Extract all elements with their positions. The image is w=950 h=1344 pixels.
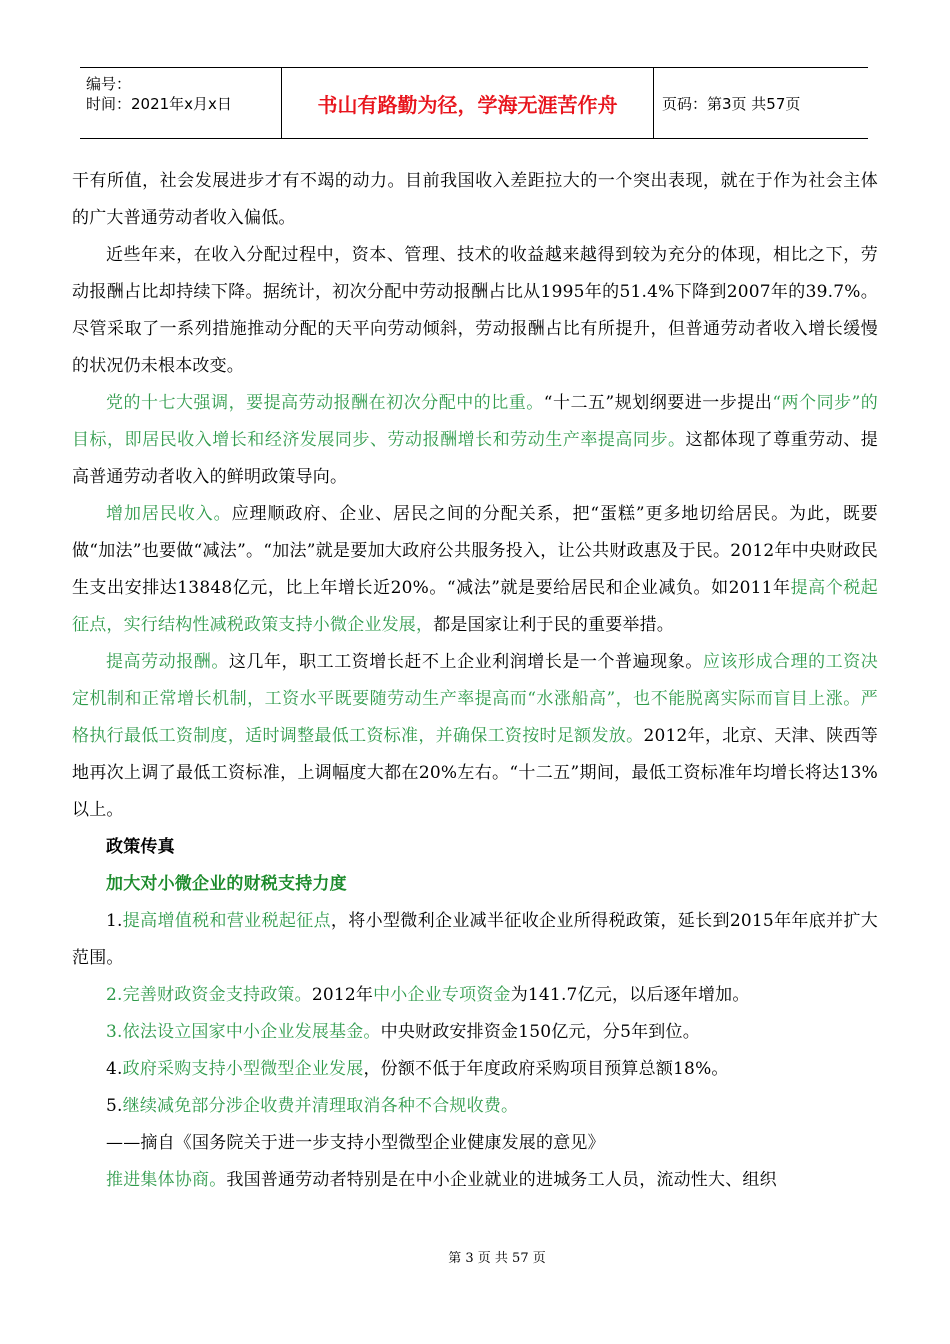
policy-source: ——摘自《国务院关于进一步支持小型微型企业健康发展的意见》 <box>106 1133 605 1153</box>
highlighted-text: 2.完善财政资金支持政策。 <box>106 985 312 1005</box>
policy-title: 政策传真 <box>106 837 175 857</box>
policy-item <box>72 977 878 1014</box>
page-header <box>80 67 868 139</box>
policy-item <box>72 1088 878 1125</box>
body-text: ，将小型微利企业减半征收企业所得税政策，延长到2015年年底并扩大范围。 <box>72 911 878 968</box>
header-meta <box>80 68 282 138</box>
paragraph-list <box>72 163 878 829</box>
highlighted-text: 继续减免部分涉企收费并清理取消各种不合规收费。 <box>122 1096 519 1116</box>
body-text: 2012年，北京、天津、陕西等地再次上调了最低工资标准，上调幅度大都在20%左右。“十二五”期间，最低工资标准年均增长将达13%以上。 <box>72 726 878 820</box>
highlighted-text: 中小企业专项资金 <box>373 985 511 1005</box>
body-text: 都是国家让利于民的重要举措。 <box>433 615 675 635</box>
highlighted-text: 提高劳动报酬。 <box>106 652 229 672</box>
highlighted-text: 提高个税起征点，实行结构性减税政策支持小微企业发展， <box>72 578 879 635</box>
body-paragraph <box>72 237 878 385</box>
highlighted-text: 应该形成合理的工资决定机制和正常增长机制，工资水平既要随劳动生产率提高而“水涨船高”，也不能脱离实际而盲目上涨。严格执行最低工资制度，适时调整最低工资标准，并确保工资按时足额发放。 <box>72 652 878 746</box>
policy-item <box>72 1014 878 1051</box>
highlighted-text: 增加居民收入。 <box>106 504 232 524</box>
policy-item <box>72 1051 878 1088</box>
last-paragraph <box>72 1162 878 1199</box>
highlighted-text: 推进集体协商。 <box>106 1170 227 1190</box>
body-text: 5. <box>106 1096 123 1116</box>
body-text: 这都体现了尊重劳动、提高普通劳动者收入的鲜明政策导向。 <box>72 430 879 487</box>
body-paragraph <box>72 385 878 496</box>
body-text: 这几年，职工工资增长赶不上企业利润增长是一个普遍现象。 <box>228 652 703 672</box>
policy-item <box>72 903 878 977</box>
body-text: 为141.7亿元，以后逐年增加。 <box>510 985 750 1005</box>
highlighted-text: 3.依法设立国家中小企业发展基金。 <box>106 1022 381 1042</box>
body-paragraph <box>72 496 878 644</box>
body-text: “十二五”规划纲要进一步提出 <box>543 393 773 413</box>
number-label: 编号： <box>86 75 132 93</box>
policy-subtitle: 加大对小微企业的财税支持力度 <box>106 874 347 894</box>
highlighted-text: “两个同步”的目标，即居民收入增长和经济发展同步、劳动报酬增长和劳动生产率提高同步。 <box>72 393 878 450</box>
policy-item-list <box>72 903 878 1125</box>
footer-page-number: 第 3 页 共 57 页 <box>448 1251 546 1266</box>
header-motto: 书山有路勤为径，学海无涯苦作舟 <box>282 68 654 138</box>
body-text: 2012年 <box>311 985 374 1005</box>
body-text: 应理顺政府、企业、居民之间的分配关系，把“蛋糕”更多地切给居民。为此，既要做“加法”也要做“减法”。“加法”就是要加大政府公共服务投入，让公共财政惠及于民。2012年中央财政民生支出安排达13848亿元，比上年增长近20%。“减法”就是要给居民和企业减负。如2011年 <box>72 504 879 598</box>
highlighted-text: 政府采购支持小型微型企业发展 <box>122 1059 364 1079</box>
page-footer <box>0 1247 950 1266</box>
document-body <box>72 163 878 1199</box>
highlighted-text: 党的十七大强调，要提高劳动报酬在初次分配中的比重。 <box>106 393 544 413</box>
body-text: 近些年来，在收入分配过程中，资本、管理、技术的收益越来越得到较为充分的体现，相比之下，劳动报酬占比却持续下降。据统计，初次分配中劳动报酬占比从1995年的51.4%下降到2007年的39.7%。尽管采取了一系列措施推动分配的天平向劳动倾斜，劳动报酬占比有所提升，但普通劳动者收入增长缓慢的状况仍未根本改变。 <box>72 245 878 376</box>
header-page-label: 页码：第3页 共57页 <box>662 94 801 113</box>
body-text: 1. <box>106 911 123 931</box>
time-label: 时间：2021年x月x日 <box>86 95 232 113</box>
body-paragraph <box>72 644 878 829</box>
body-text: 干有所值，社会发展进步才有不竭的动力。目前我国收入差距拉大的一个突出表现，就在于作为社会主体的广大普通劳动者收入偏低。 <box>72 171 878 228</box>
body-text: 中央财政安排资金150亿元，分5年到位。 <box>380 1022 700 1042</box>
body-paragraph <box>72 163 878 237</box>
body-text: ，份额不低于年度政府采购项目预算总额18%。 <box>363 1059 729 1079</box>
body-text: 我国普通劳动者特别是在中小企业就业的进城务工人员，流动性大、组织 <box>226 1170 777 1190</box>
highlighted-text: 提高增值税和营业税起征点 <box>122 911 331 931</box>
body-text: 4. <box>106 1059 123 1079</box>
